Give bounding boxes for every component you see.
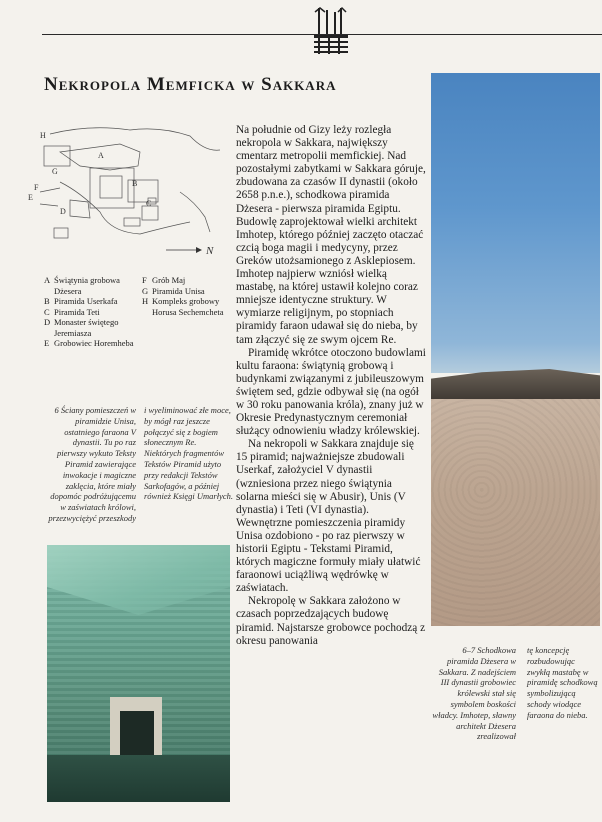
- caption-6-part-1: 6 Ściany pomieszczeń w piramidzie Unisa, ostatniego faraona V dynastii. Tu po raz pierwszy wykuto Teksty Piramid zawierające inwokacje i magiczne zaklęcia, które miały dopomóc podróżującemu w zaświatach królowi, przezwyciężyć przeszkody: [48, 405, 136, 523]
- map-label-a: A: [98, 151, 104, 160]
- body-paragraph: Nekropolę w Sakkara założono w czasach poprzedzających budowę piramid. Najstarsze grobowce pochodzą z okresu panowania: [236, 595, 426, 647]
- body-paragraph: Na południe od Gizy leży rozległa nekropola w Sakkara, największy cmentarz metropolii memfickiej. Nad pozostałymi zabytkami w Sakkara góruje, zbudowana za czasów II dynastii (około 2658 p.n.e.), schodkowa piramida Dżesera - pierwsza piramida Egiptu. Budowlę zaprojektował wielki architekt Imhotep, którego później zaczęto otaczać czcią boga magii i medycyny, przez Greków utożsamionego z Asklepiosem. Imhotep najpierw wzniósł wielką mastabę, na której ustawił kolejno coraz mniejsze identyczne struktury. W wymiarze religijnym, po stopniach piramidy faraon udawał się do nieba, by tam złączyć się ze swym ojcem Re.: [236, 124, 426, 346]
- north-arrow-icon: [166, 245, 214, 257]
- map-label-c: C: [146, 199, 152, 208]
- legend-item: F Grób Maj: [142, 275, 186, 285]
- caption-6-part-2: i wyeliminować złe moce, by mógł raz jeszcze połączyć się z bogiem słonecznym Re. Niektórych fragmentów Tekstów Piramid użyto przy redakcji Tekstów Sarkofagów, a później również Księgi Umarłych.: [144, 405, 234, 502]
- necropolis-map: [30, 122, 230, 272]
- map-label-e: E: [28, 193, 33, 202]
- legend-item: H Kompleks grobowy Horusa Sechemcheta: [142, 296, 224, 317]
- hieroglyph-emblem-icon: [312, 8, 350, 64]
- legend-item: D Monaster świętego Jeremiasza: [44, 317, 119, 338]
- map-label-b: B: [132, 179, 138, 188]
- map-label-f: F: [34, 183, 39, 192]
- caption-6-7-part-2: tę koncepcję rozbudowując zwykłą mastabę w piramidę schodkową symbolizującą schody wiodące faraona do nieba.: [527, 645, 598, 720]
- body-paragraph: Piramidę wkrótce otoczono budowlami kultu faraona: świątynią grobową i budynkami związanymi z jubileuszowym świętem sed, gdzie odbywał się (na ogół w 30 roku panowania króla), znany już w Okresie Predynastycznym ceremoniał służący odnowieniu władzy królewskiej.: [236, 346, 426, 438]
- article-body: [236, 124, 426, 648]
- map-label-d: D: [60, 207, 66, 216]
- compass-label: N: [206, 245, 214, 257]
- unas-pyramid-chamber-photo: [47, 545, 230, 802]
- page-title: Nekropola Memficka w Sakkara: [44, 74, 337, 95]
- map-label-h: H: [40, 131, 46, 140]
- legend-item: G Piramida Unisa: [142, 285, 205, 296]
- legend-item: E Grobowiec Horemheba: [44, 338, 134, 348]
- legend-item: A Świątynia grobowa Dżesera: [44, 275, 120, 296]
- legend-item: B Piramida Userkafa: [44, 296, 118, 306]
- sakkara-desert-photo: [431, 73, 600, 626]
- legend-item: C Piramida Teti: [44, 306, 100, 317]
- map-label-g: G: [52, 167, 58, 176]
- caption-6-7-part-1: 6–7 Schodkowa piramida Dżesera w Sakkara. Z nadejściem III dynastii grobowiec królewski stał się symbolem boskości władcy. Imhotep, sławny architekt Dżesera zrealizował: [432, 645, 516, 742]
- body-paragraph: Na nekropoli w Sakkara znajduje się 15 piramid; najważniejsze zbudowali Userkaf, założyciel V dynastii (wzniesiona przez niego świątynia solarna mieści się w Abusir), Unis (V dynastia) i Teti (VI dynastia). Wewnętrzne pomieszczenia piramidy Unisa ozdobiono - po raz pierwszy w historii Egiptu - Tekstami Piramid, których magiczne formuły miały ułatwić faraonowi uciążliwą wędrówkę w zaświatach.: [236, 438, 421, 595]
- chamber-doorway: [110, 697, 162, 755]
